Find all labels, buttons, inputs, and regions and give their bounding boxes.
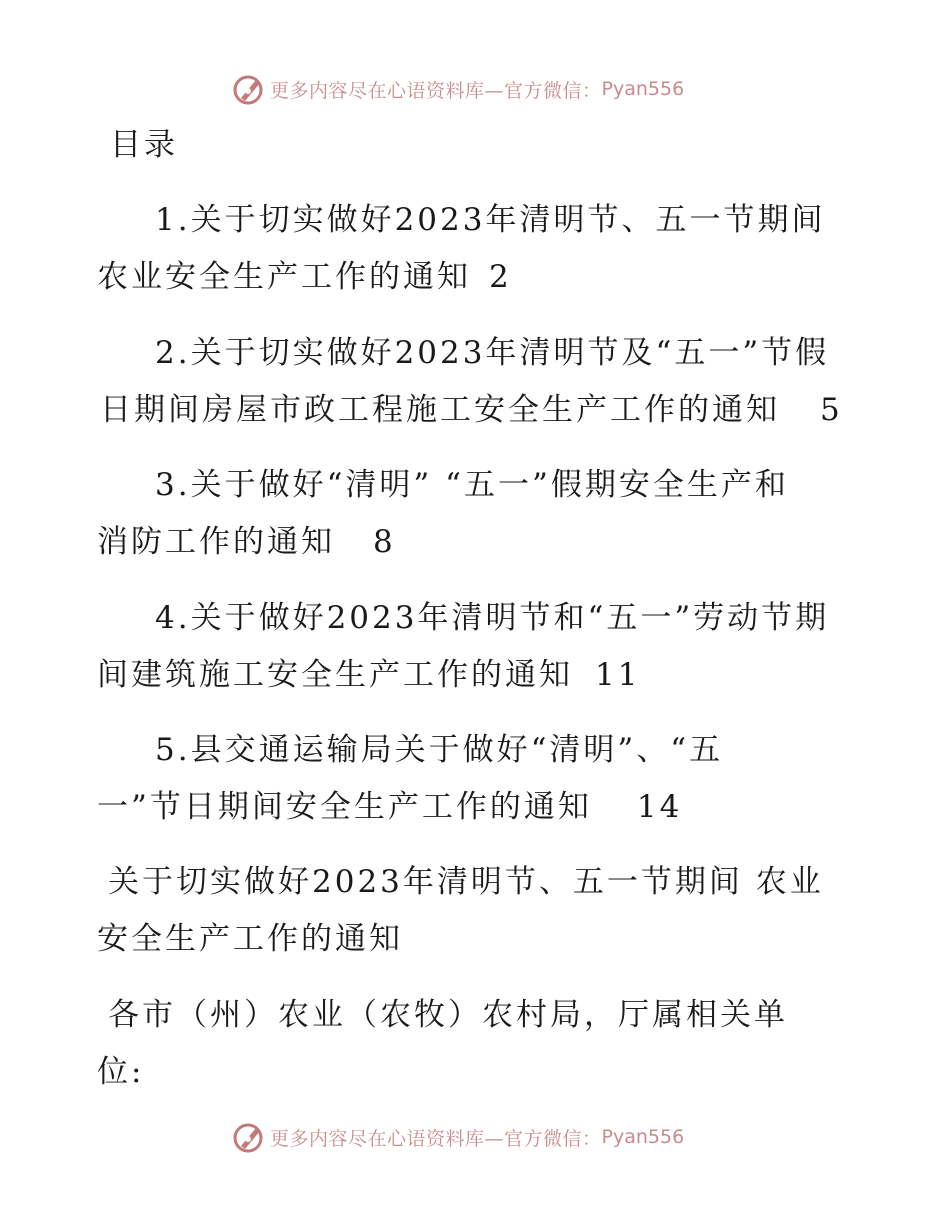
toc-entry-4-line2 xyxy=(97,655,640,695)
toc-entry-5-line1: 5.县交通运输局关于做好“清明”、“五 xyxy=(155,732,724,768)
toc-entry-2-line2 xyxy=(100,390,843,430)
toc-entry-1-page: 2 xyxy=(489,259,512,295)
salutation-line1: 各市（州）农业（农牧）农村局，厅属相关单 xyxy=(108,997,788,1033)
toc-entry-5-text: 一”节日期间安全生产工作的通知 xyxy=(97,789,592,825)
toc-entry-5-line2 xyxy=(97,787,682,827)
toc-entry-4-page: 11 xyxy=(595,657,641,693)
toc-entry-3-line2 xyxy=(97,522,396,562)
toc-title: 目录 xyxy=(110,127,178,163)
toc-entry-5-page: 14 xyxy=(636,789,683,825)
doc-title-line2: 安全生产工作的通知 xyxy=(97,921,403,957)
watermark-wechat-id: Pyan556 xyxy=(601,1126,685,1148)
watermark-text: 更多内容尽在心语资料库—官方微信： xyxy=(270,1127,602,1150)
watermark-text: 更多内容尽在心语资料库—官方微信： xyxy=(270,79,602,102)
watermark-wechat-id: Pyan556 xyxy=(601,78,685,100)
header-watermark xyxy=(0,70,950,110)
toc-entry-2-line1: 2.关于切实做好2023年清明节及“五一”节假 xyxy=(155,335,830,371)
salutation-line2: 位: xyxy=(97,1054,145,1090)
doc-title-line1: 关于切实做好2023年清明节、五一节期间 农业 xyxy=(108,864,824,900)
toc-entry-1-line2 xyxy=(97,257,512,297)
toc-entry-1-line1: 1.关于切实做好2023年清明节、五一节期间 xyxy=(155,202,826,238)
toc-entry-3-text: 消防工作的通知 xyxy=(97,524,335,560)
toc-entry-3-line1: 3.关于做好“清明” “五一”假期安全生产和 xyxy=(155,467,789,503)
toc-entry-1-text: 农业安全生产工作的通知 xyxy=(97,259,471,295)
toc-entry-4-line1: 4.关于做好2023年清明节和“五一”劳动节期 xyxy=(155,600,830,636)
toc-entry-4-text: 间建筑施工安全生产工作的通知 xyxy=(97,657,573,693)
pen-logo-icon xyxy=(232,1120,266,1154)
pen-logo-icon xyxy=(232,72,266,106)
footer-watermark xyxy=(0,1118,950,1158)
toc-entry-2-text: 日期间房屋市政工程施工安全生产工作的通知 xyxy=(100,392,780,428)
toc-entry-2-page: 5 xyxy=(820,392,843,428)
toc-entry-3-page: 8 xyxy=(373,524,396,560)
